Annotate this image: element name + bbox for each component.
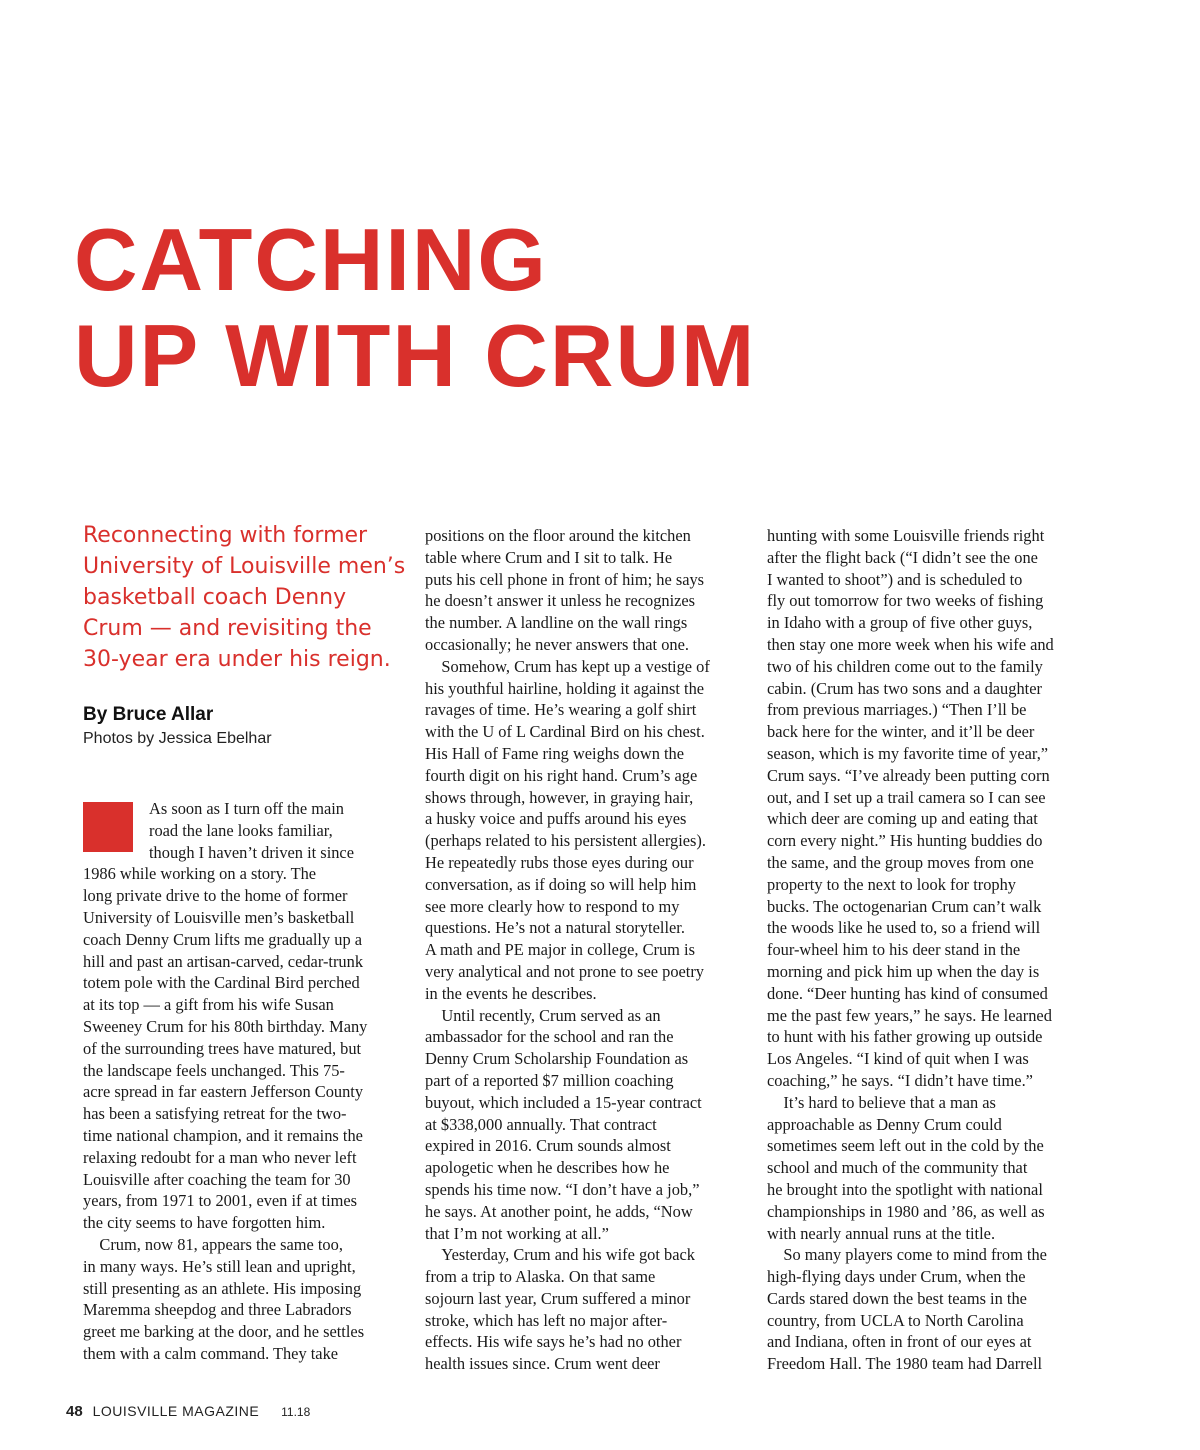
body-text-line: and Indiana, often in front of our eyes at	[767, 1332, 1032, 1352]
photo-credit: Photos by Jessica Ebelhar	[83, 730, 272, 747]
body-text-line: His Hall of Fame ring weighs down the	[425, 743, 685, 763]
body-text-line: to hunt with his father growing up outside	[767, 1027, 1043, 1047]
body-text-line: Crum, now 81, appears the same too,	[83, 1234, 343, 1254]
body-text-line: the number. A landline on the wall rings	[425, 613, 688, 633]
body-text-line: 1986 while working on a story. The	[83, 864, 317, 884]
body-text-line: championships in 1980 and ’86, as well as	[767, 1201, 1045, 1221]
body-text-line: Denny Crum Scholarship Foundation as	[425, 1049, 689, 1069]
body-text-line: his youthful hairline, holding it against the	[425, 678, 705, 698]
page-number: 48	[66, 1403, 83, 1420]
body-text-line: positions on the floor around the kitchen	[425, 526, 691, 545]
body-text-line: though I haven’t driven it since	[149, 842, 354, 862]
body-text-line: As soon as I turn off the main	[149, 799, 344, 818]
body-text-line: health issues since. Crum went deer	[425, 1354, 660, 1374]
body-text-line: done. “Deer hunting has kind of consumed	[767, 983, 1048, 1003]
body-text-line: coach Denny Crum lifts me gradually up a	[83, 929, 363, 949]
body-text-line: sojourn last year, Crum suffered a minor	[425, 1288, 691, 1308]
body-text-line: school and much of the community that	[767, 1158, 1028, 1178]
body-text-line: part of a reported $7 million coaching	[425, 1070, 674, 1090]
body-text-line: from a trip to Alaska. On that same	[425, 1267, 656, 1287]
body-text-line: property to the next to look for trophy	[767, 874, 1016, 894]
article-column-3	[767, 525, 1077, 1375]
dek	[83, 520, 406, 675]
body-text-line: corn every night.” His hunting buddies do	[767, 831, 1043, 851]
body-text-line: he brought into the spotlight with national	[767, 1179, 1043, 1199]
body-text-line: A math and PE major in college, Crum is	[425, 940, 695, 960]
body-text-line: ambassador for the school and ran the	[425, 1027, 674, 1047]
body-text-line: very analytical and not prone to see poetry	[425, 961, 704, 981]
body-text-line: high-flying days under Crum, when the	[767, 1267, 1026, 1287]
body-text-line: greet me barking at the door, and he settles	[83, 1322, 365, 1342]
body-text-line: effects. His wife says he’s had no other	[425, 1332, 682, 1352]
article-column-2	[425, 525, 735, 1375]
body-text-line: still presenting as an athlete. His imposing	[83, 1278, 362, 1298]
body-text-line: the landscape feels unchanged. This 75-	[83, 1060, 345, 1080]
body-text-line: bucks. The octogenarian Crum can’t walk	[767, 896, 1042, 916]
body-text-line: Los Angeles. “I kind of quit when I was	[767, 1049, 1029, 1069]
body-text-line: cabin. (Crum has two sons and a daughter	[767, 678, 1042, 698]
body-text-line: at $338,000 annually. That contract	[425, 1114, 657, 1134]
body-text-line: spends his time now. “I don’t have a job,”	[425, 1179, 700, 1199]
body-text-line: shows through, however, in graying hair,	[425, 787, 694, 807]
body-text-line: Louisville after coaching the team for 30	[83, 1169, 351, 1189]
body-text-line: conversation, as if doing so will help him	[425, 874, 697, 894]
body-text-line: he doesn’t answer it unless he recognizes	[425, 591, 696, 611]
body-text-line: hunting with some Louisville friends right	[767, 526, 1045, 545]
dek-line: University of Louisville men’s	[83, 554, 406, 579]
body-text-line: It’s hard to believe that a man as	[767, 1092, 996, 1112]
body-text-line: that I’m not working at all.”	[425, 1223, 609, 1243]
body-text-line: sometimes seem left out in the cold by the	[767, 1136, 1044, 1156]
body-text-line: totem pole with the Cardinal Bird perched	[83, 973, 360, 993]
body-text-line: at its top — a gift from his wife Susan	[83, 995, 334, 1015]
body-text-line: then stay one more week when his wife and	[767, 634, 1054, 654]
body-text-line: Freedom Hall. The 1980 team had Darrell	[767, 1354, 1043, 1374]
body-text-line: four-wheel him to his deer stand in the	[767, 940, 1021, 960]
body-text-line: the woods like he used to, so a friend will	[767, 918, 1041, 938]
body-text-line: He repeatedly rubs those eyes during our	[425, 852, 694, 872]
body-text-line: after the flight back (“I didn’t see the one	[767, 547, 1038, 567]
body-text-line: stroke, which has left no major after-	[425, 1310, 668, 1330]
body-text-line: which deer are coming up and eating that	[767, 809, 1038, 829]
body-text-line: in Idaho with a group of five other guys,	[767, 613, 1033, 633]
body-text-line: fly out tomorrow for two weeks of fishing	[767, 591, 1044, 611]
body-text-line: time national champion, and it remains the	[83, 1125, 363, 1145]
body-text-line: see more clearly how to respond to my	[425, 896, 680, 916]
byline: By Bruce Allar	[83, 704, 214, 725]
headline-line-2: UP WITH CRUM	[74, 306, 757, 405]
body-text-line: road the lane looks familiar,	[149, 820, 333, 840]
body-text-line: them with a calm command. They take	[83, 1343, 339, 1363]
body-text-line: I wanted to shoot”) and is scheduled to	[767, 569, 1023, 589]
body-text-line: So many players come to mind from the	[767, 1245, 1047, 1265]
body-text-line: Sweeney Crum for his 80th birthday. Many	[83, 1016, 368, 1036]
headline	[74, 212, 756, 404]
body-text-line: acre spread in far eastern Jefferson County	[83, 1082, 364, 1102]
dek-line: basketball coach Denny	[83, 585, 347, 610]
folio	[66, 1403, 310, 1420]
body-text-line: a husky voice and puffs around his eyes	[425, 809, 687, 829]
body-text-line: questions. He’s not a natural storyteller.	[425, 918, 685, 938]
body-text-line: country, from UCLA to North Carolina	[767, 1310, 1024, 1330]
body-text-line: Until recently, Crum served as an	[425, 1005, 661, 1025]
body-text-line: the same, and the group moves from one	[767, 852, 1034, 872]
body-text-line: in many ways. He’s still lean and upright,	[83, 1256, 356, 1276]
body-text-line: Yesterday, Crum and his wife got back	[425, 1245, 695, 1265]
magazine-name: LOUISVILLE MAGAZINE	[92, 1403, 260, 1419]
body-text-line: with nearly annual runs at the title.	[767, 1223, 996, 1243]
body-text-line: with the U of L Cardinal Bird on his chest.	[425, 722, 705, 742]
body-text-line: University of Louisville men’s basketball	[83, 907, 355, 927]
body-text-line: season, which is my favorite time of year,”	[767, 743, 1049, 763]
body-text-line: (perhaps related to his persistent allergies).	[425, 831, 706, 851]
body-text-line: Somehow, Crum has kept up a vestige of	[425, 656, 710, 676]
body-text-line: of the surrounding trees have matured, but	[83, 1038, 362, 1058]
body-text-line: years, from 1971 to 2001, even if at times	[83, 1191, 358, 1211]
dek-line: 30-year era under his reign.	[83, 647, 391, 672]
body-text-line: table where Crum and I sit to talk. He	[425, 547, 673, 567]
body-text-line: long private drive to the home of former	[83, 886, 348, 906]
body-text-line: me the past few years,” he says. He learned	[767, 1005, 1052, 1025]
body-text-line: buyout, which included a 15-year contract	[425, 1092, 702, 1112]
body-text-line: occasionally; he never answers that one.	[425, 634, 689, 654]
body-text-line: expired in 2016. Crum sounds almost	[425, 1136, 671, 1156]
body-text-line: the city seems to have forgotten him.	[83, 1213, 326, 1233]
body-text-line: fourth digit on his right hand. Crum’s age	[425, 765, 698, 785]
body-text-line: apologetic when he describes how he	[425, 1158, 670, 1178]
body-text-line: Cards stared down the best teams in the	[767, 1288, 1027, 1308]
body-text-line: approachable as Denny Crum could	[767, 1114, 1002, 1134]
body-text-line: ravages of time. He’s wearing a golf shirt	[425, 700, 697, 720]
body-text-line: from previous marriages.) “Then I’ll be	[767, 700, 1027, 720]
body-text-line: morning and pick him up when the day is	[767, 961, 1040, 981]
body-text-line: Crum says. “I’ve already been putting corn	[767, 765, 1050, 785]
body-text-line: puts his cell phone in front of him; he says	[425, 569, 705, 589]
dek-line: Crum — and revisiting the	[83, 616, 372, 641]
dek-line: Reconnecting with former	[83, 523, 368, 548]
headline-line-1: CATCHING	[74, 210, 548, 309]
article-column-1	[83, 798, 393, 1365]
body-text-line: coaching,” he says. “I didn’t have time.”	[767, 1070, 1033, 1090]
body-text-line: he says. At another point, he adds, “Now	[425, 1201, 693, 1221]
body-text-line: relaxing redoubt for a man who never left	[83, 1147, 357, 1167]
body-text-line: out, and I set up a trail camera so I can see	[767, 787, 1046, 807]
body-text-line: hill and past an artisan-carved, cedar-trunk	[83, 951, 364, 971]
issue-date: 11.18	[281, 1405, 311, 1419]
body-text-line: two of his children come out to the family	[767, 656, 1043, 676]
body-text-line: has been a satisfying retreat for the two-	[83, 1104, 347, 1124]
body-text-line: in the events he describes.	[425, 983, 597, 1003]
body-text-line: Maremma sheepdog and three Labradors	[83, 1300, 352, 1320]
body-text-line: back here for the winter, and it’ll be deer	[767, 722, 1035, 742]
